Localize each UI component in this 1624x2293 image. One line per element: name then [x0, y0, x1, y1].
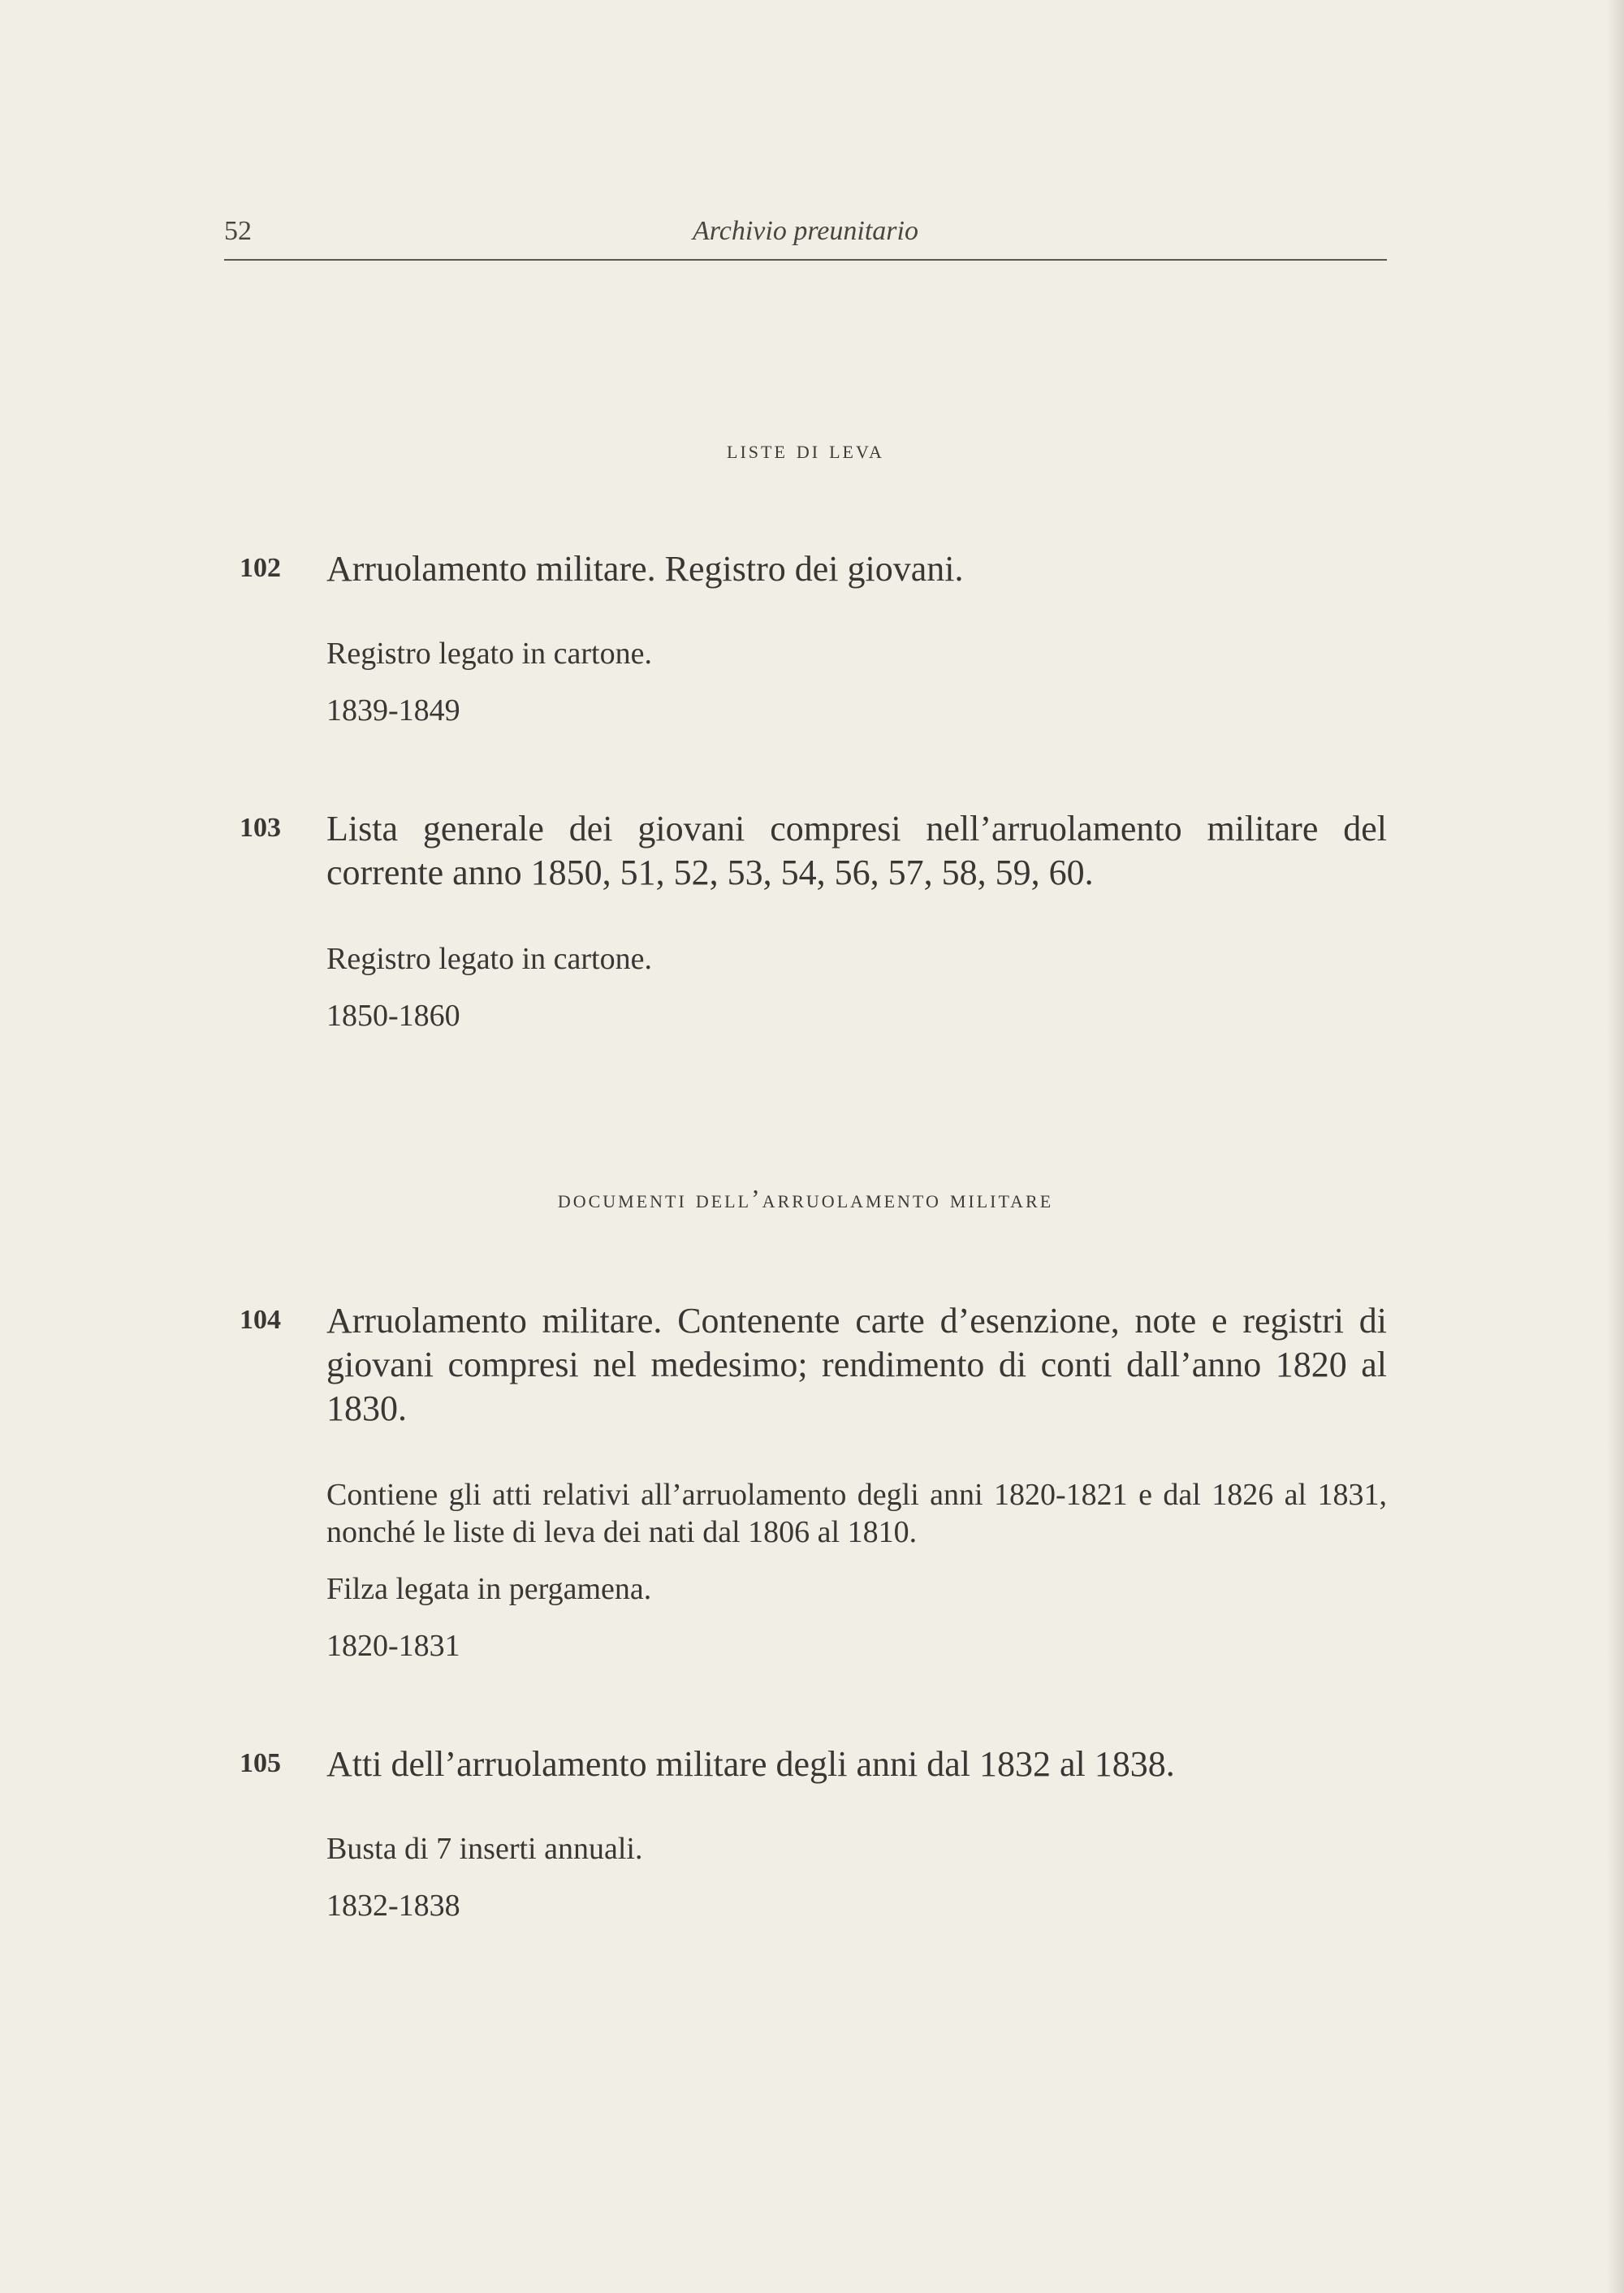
section-heading-documenti-arruolamento: documenti dell’arruolamento militare: [557, 1184, 1054, 1213]
entry-number: 105: [240, 1748, 281, 1778]
entry-physical-description: Registro legato in cartone.: [326, 942, 652, 976]
entry-title: Atti dell’arruolamento militare degli anni dal 1832 al 1838.: [326, 1744, 1175, 1784]
entry-104: [224, 1299, 1387, 1681]
entry-dates: 1832-1838: [326, 1889, 460, 1923]
entry-103: [224, 807, 1387, 1051]
page-edge-shadow: [1606, 0, 1624, 2293]
entry-title: Arruolamento militare. Contenente carte d’esenzione, note e registri di giovani compresi nel medesimo; rendimento di conti dall’anno 1820 al 1830.: [326, 1301, 1387, 1428]
entry-content-note: Contiene gli atti relativi all’arruolamento degli anni 1820-1821 e dal 1826 al 1831, nonché le liste di leva dei nati dal 1806 al 1810.: [326, 1478, 1387, 1549]
running-head: [224, 216, 1387, 258]
entry-dates: 1820-1831: [326, 1629, 460, 1663]
entry-physical-description: Registro legato in cartone.: [326, 637, 652, 671]
entry-dates: 1850-1860: [326, 999, 460, 1033]
entry-dates: 1839-1849: [326, 693, 460, 728]
page-number: 52: [224, 216, 252, 246]
entry-number: 104: [240, 1305, 281, 1335]
entry-physical-description: Busta di 7 inserti annuali.: [326, 1832, 643, 1866]
header-rule: [224, 259, 1387, 261]
entry-title: Arruolamento militare. Registro dei giovani.: [326, 549, 964, 589]
running-title: Archivio preunitario: [693, 216, 918, 246]
entry-102: [224, 547, 1387, 742]
entry-number: 103: [240, 813, 281, 843]
entry-physical-description: Filza legata in pergamena.: [326, 1572, 652, 1606]
entry-105: [224, 1742, 1387, 1937]
entry-number: 102: [240, 553, 281, 583]
entry-title: Lista generale dei giovani compresi nell’arruolamento militare del corrente anno 1850, 51, 52, 53, 54, 56, 57, 58, 59, 60.: [326, 809, 1387, 892]
section-heading-liste-di-leva: liste di leva: [727, 434, 884, 464]
